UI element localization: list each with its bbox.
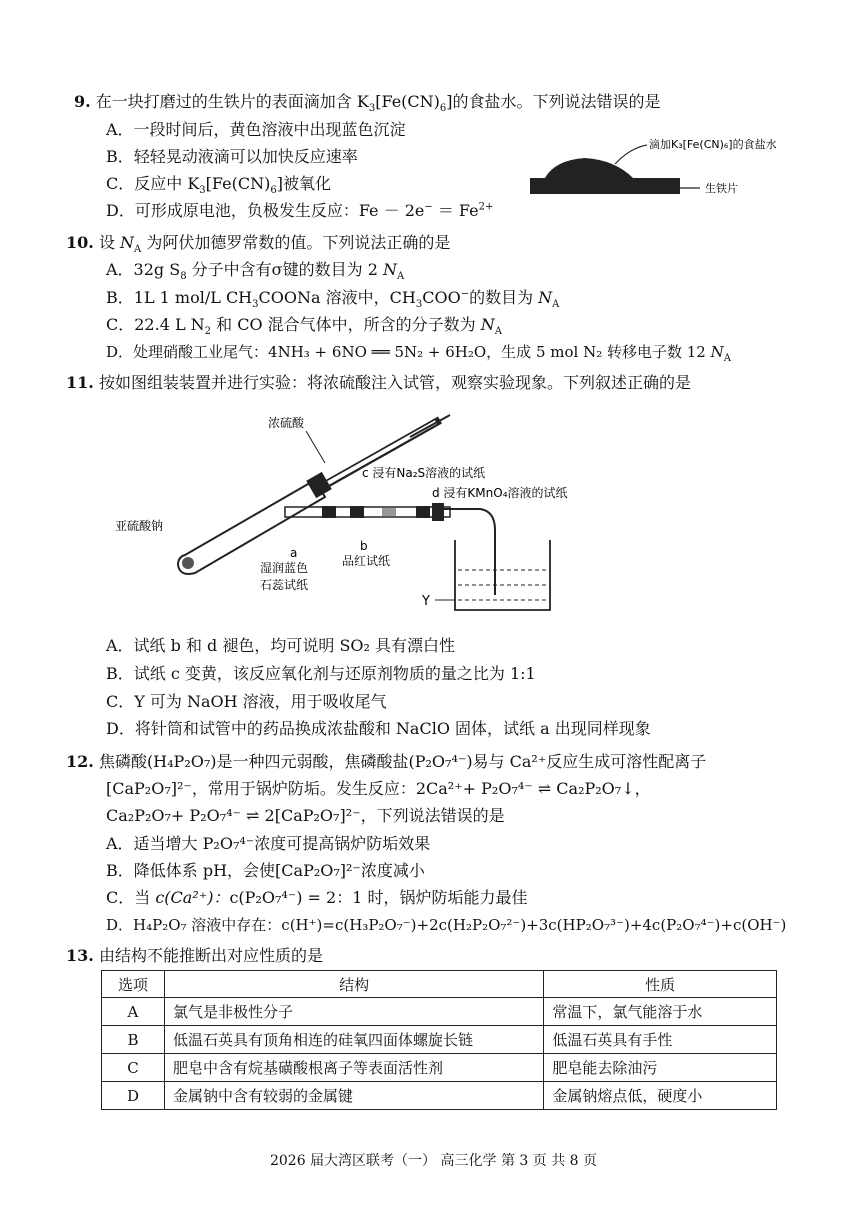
q9-option-c: C．反应中 $K_3[Fe(CN)_6]$被氧化 <box>106 174 331 197</box>
paper-b <box>350 506 364 518</box>
outlet-tube <box>444 509 495 595</box>
q13-table <box>101 970 777 1110</box>
q9-option-a: A．一段时间后，黄色溶液中出现蓝色沉淀 <box>106 120 406 139</box>
paper-c <box>382 508 396 516</box>
header-option: 选项 <box>102 971 165 998</box>
drop-leader-line <box>615 145 647 164</box>
q12-option-d: D．H₄P₂O₇ 溶液中存在：c(H⁺)=c(H₃P₂O₇⁻)+2c(H₂P₂O₇²⁻)+3c(HP₂O₇³⁻)+4c(P₂O₇⁴⁻)+c(OH⁻) <box>106 916 787 934</box>
paper-a-letter: a <box>290 546 298 560</box>
salt-water-drop <box>545 158 633 178</box>
q11-option-c: C．Y 可为 NaOH 溶液，用于吸收尾气 <box>106 692 387 711</box>
table-row: A 氯气是非极性分子 常温下，氯气能溶于水 <box>102 998 777 1026</box>
q13-stem: 13. 由结构不能推断出对应性质的是 <box>66 946 323 965</box>
paper-d <box>416 506 430 518</box>
q12-option-b: B．降低体系 pH，会使[CaP₂O₇]²⁻浓度减小 <box>106 861 425 880</box>
q12-option-c: C．当 c(Ca²⁺)：c(P₂O₇⁴⁻) = 2：1 时，锅炉防垢能力最佳 <box>106 888 528 907</box>
sulfite-label: 亚硫酸钠 <box>115 519 164 533</box>
tube-stopper <box>432 503 444 521</box>
q12-line-3: Ca₂P₂O₇+ P₂O₇⁴⁻ ⇌ 2[CaP₂O₇]²⁻，下列说法错误的是 <box>106 806 505 825</box>
table-row: D 金属钠中含有较弱的金属键 金属钠熔点低，硬度小 <box>102 1082 777 1110</box>
iron-plate <box>530 178 680 194</box>
q12-option-a: A．适当增大 P₂O₇⁴⁻浓度可提高锅炉防垢效果 <box>106 834 431 853</box>
q9-number: 9. <box>74 92 91 111</box>
table-header-row <box>102 971 777 998</box>
q9-option-d: D．可形成原电池，负极发生反应：$Fe - 2e^- = Fe^{2+}$ <box>106 201 494 220</box>
q10-option-a: A．32g $S_8$ 分子中含有σ键的数目为 2 $N_A$ <box>106 260 405 283</box>
q9-option-b: B．轻轻晃动液滴可以加快反应速率 <box>106 147 358 166</box>
q12-line-2: [CaP₂O₇]²⁻，常用于锅炉防垢。发生反应：2Ca²⁺+ P₂O₇⁴⁻ ⇌ Ca₂P₂O₇↓， <box>106 779 651 798</box>
sodium-sulfite-solid <box>182 557 194 569</box>
q10-option-b: B．1L 1 mol/L $CH_3COONa$ 溶液中，$CH_3COO^-$的数目为 $N_A$ <box>106 288 560 311</box>
page-footer: 2026 届大湾区联考（一） 高三化学 第 3 页 共 8 页 <box>269 1153 598 1169</box>
drop-label: 滴加K₃[Fe(CN)₆]的食盐水 <box>649 138 777 151</box>
q11-option-a: A．试纸 b 和 d 褪色，均可说明 SO₂ 具有漂白性 <box>106 636 456 655</box>
paper-a <box>322 506 336 518</box>
q10-stem: 10. 设 $N_A$ 为阿伏加德罗常数的值。下列说法正确的是 <box>66 233 451 256</box>
table-row: C 肥皂中含有烷基磺酸根离子等表面活性剂 肥皂能去除油污 <box>102 1054 777 1082</box>
q11-option-d: D．将针筒和试管中的药品换成浓盐酸和 NaClO 固体，试纸 a 出现同样现象 <box>106 719 651 738</box>
syringe-plunger <box>410 415 450 437</box>
paper-b-letter: b <box>360 539 368 553</box>
acid-label: 浓硫酸 <box>268 416 305 430</box>
plate-label: 生铁片 <box>705 182 738 195</box>
paper-a-label-2: 石蕊试纸 <box>260 578 309 592</box>
q10-option-d: D．处理硝酸工业尾气：4NH₃ + 6NO ══ 5N₂ + 6H₂O，生成 5 mol N₂ 转移电子数 12 $N_A$ <box>106 343 731 364</box>
q12-line-1: 12. 焦磷酸(H₄P₂O₇)是一种四元弱酸，焦磷酸盐(P₂O₇⁴⁻)易与 Ca²⁺反应生成可溶性配离子 <box>66 752 707 771</box>
q9-figure-iron-drop <box>525 128 855 213</box>
beaker-y-label: Y <box>422 594 430 609</box>
q9-stem: 9. 在一块打磨过的生铁片的表面滴加含 $K_3[Fe(CN)_6]$的食盐水。下列说法错误的是 <box>74 92 661 115</box>
q10-option-c: C．22.4 L $N_2$ 和 CO 混合气体中，所含的分子数为 $N_A$ <box>106 315 502 338</box>
q11-stem: 11. 按如图组装装置并进行实验：将浓硫酸注入试管，观察实验现象。下列叙述正确的是 <box>66 373 691 392</box>
paper-b-label: 品红试纸 <box>342 554 391 568</box>
paper-c-label: c 浸有Na₂S溶液的试纸 <box>362 466 486 480</box>
paper-a-label-1: 湿润蓝色 <box>260 561 309 575</box>
acid-leader-line <box>306 431 325 463</box>
header-property: 性质 <box>544 971 777 998</box>
rubber-stopper <box>306 472 332 498</box>
q11-apparatus-figure <box>110 405 630 615</box>
test-tube <box>178 480 325 574</box>
paper-d-label: d 浸有KMnO₄溶液的试纸 <box>432 486 568 500</box>
q11-option-b: B．试纸 c 变黄，该反应氧化剂与还原剂物质的量之比为 1:1 <box>106 664 536 683</box>
table-row: B 低温石英具有顶角相连的硅氧四面体螺旋长链 低温石英具有手性 <box>102 1026 777 1054</box>
header-structure: 结构 <box>164 971 543 998</box>
